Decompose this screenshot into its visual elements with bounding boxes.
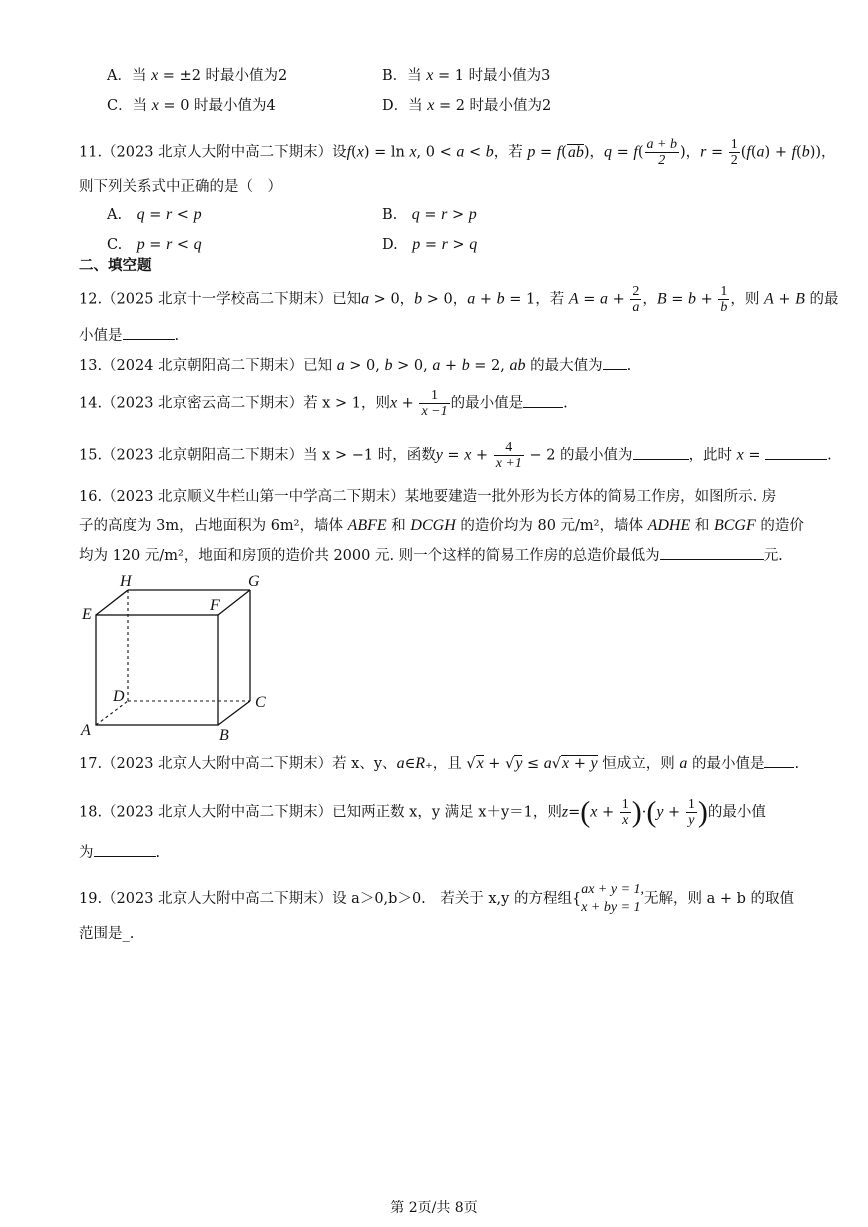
q14-prefix: 14.（2023 北京密云高二下期末）若 x > 1，则 [79, 395, 390, 412]
label-c: C [255, 694, 266, 711]
q10-option-b: B．当 x = 1 时最小值为3 [382, 67, 551, 84]
q19-eq1: ax + y = 1, [581, 882, 645, 897]
q11-option-c: C. p = r < q [107, 236, 202, 253]
label-f: F [210, 597, 220, 614]
q19-eq2: x + by = 1 [581, 900, 641, 915]
q11-option-d: D. p = r > q [382, 236, 478, 253]
q18-line2: 为 . [79, 842, 160, 863]
q12-prefix: 12.（2025 北京十一学校高二下期末）已知 [79, 291, 362, 308]
q16-line3: 均为 120 元/m²，地面和房顶的造价共 2000 元. 则一个这样的简易工作房的总造价最低为 元. [79, 545, 783, 566]
q15-prefix: 15.（2023 北京朝阳高二下期末）当 x > −1 时，函数 [79, 447, 436, 464]
q11-stem: 11.（2023 北京人大附中高二下期末）设f(x) = ln x, 0 < a < b，若 p = f(ab)，q = f( $\frac{a + b}{2}$ )，r = $\frac{1}{2}$ (f(a) + f(b))， [79, 137, 836, 168]
q14-stem: 14.（2023 北京密云高二下期末）若 x > 1，则x + $\frac{1}{x -1}$ 的最小值是 . [79, 388, 568, 419]
section-heading: 二、填空题 [79, 257, 152, 274]
q17-stem: 17.（2023 北京人大附中高二下期末）若 x、y、a∈R₊，且 √x + √y ≤ a√x + y 恒成立，则 a 的最小值是 . [79, 755, 800, 772]
q10-option-c: C．当 x = 0 时最小值为4 [107, 97, 276, 114]
q13-stem: 13.（2024 北京朝阳高二下期末）已知 a > 0, b > 0, a + b = 2, ab 的最大值为 . [79, 357, 632, 374]
q18-prefix: 18.（2023 北京人大附中高二下期末）已知两正数 x，y 满足 x＋y＝1，则 [79, 804, 562, 821]
q19-system [581, 881, 644, 917]
q19-stem: 19.（2023 北京人大附中高二下期末）设 a＞0,b＞0. 若关于 x,y 的方程组{ ax + y = 1, x + by = 1 无解，则 a + b 的取值 [79, 882, 795, 915]
q10-option-a: A．当 x = ±2 时最小值为2 [107, 67, 288, 84]
label-a: A [81, 722, 91, 739]
page-footer: 第 2页/共 8页 [390, 1200, 478, 1216]
label-h: H [120, 573, 132, 590]
q18-stem: 18.（2023 北京人大附中高二下期末）已知两正数 x，y 满足 x＋y＝1，则z=(x + $\frac{1}{x}$ )·(y + $\frac{1}{y}$ )的最小值 [79, 795, 766, 829]
q11-question: 则下列关系式中正确的是（ ） [79, 179, 282, 195]
q19-line2: 范围是_. [79, 926, 135, 942]
q15-stem: 15.（2023 北京朝阳高二下期末）当 x > −1 时，函数y = x + $\frac{4}{x +1}$ − 2 的最小值为 ，此时 x = . [79, 440, 832, 471]
cuboid-figure [75, 568, 285, 748]
label-g: G [248, 573, 260, 590]
q19-tail: 无解，则 a + b 的取值 [644, 891, 795, 907]
label-b: B [219, 727, 229, 744]
q11-option-b: B. q = r > p [382, 206, 477, 223]
q11-prefix: 11.（2023 北京人大附中高二下期末）设 [79, 144, 347, 161]
q16-line2: 子的高度为 3m，占地面积为 6m²，墙体 ABFE 和 DCGH 的造价均为 80 元/m²，墙体 ADHE 和 BCGF 的造价 [79, 517, 804, 534]
label-d: D [113, 688, 125, 705]
label-e: E [82, 606, 92, 623]
q10-option-d: D．当 x = 2 时最小值为2 [382, 97, 552, 114]
q19-prefix: 19.（2023 北京人大附中高二下期末）设 a＞0,b＞0. 若关于 x,y 的方程组 [79, 891, 572, 907]
q16-line1: 16.（2023 北京顺义牛栏山第一中学高二下期末）某地要建造一批外形为长方体的简易工作房，如图所示. 房 [79, 489, 777, 505]
q18-tail: 的最小值 [707, 804, 766, 821]
q12-stem: 12.（2025 北京十一学校高二下期末）已知a > 0，b > 0，a + b = 1，若 A = a + $\frac{2}{a}$ ，B = b + $\frac{1}{b}$ ，则 A + B 的最 [79, 284, 839, 315]
q12-line2: 小值是 . [79, 325, 179, 346]
q11-option-a: A. q = r < p [107, 206, 202, 223]
